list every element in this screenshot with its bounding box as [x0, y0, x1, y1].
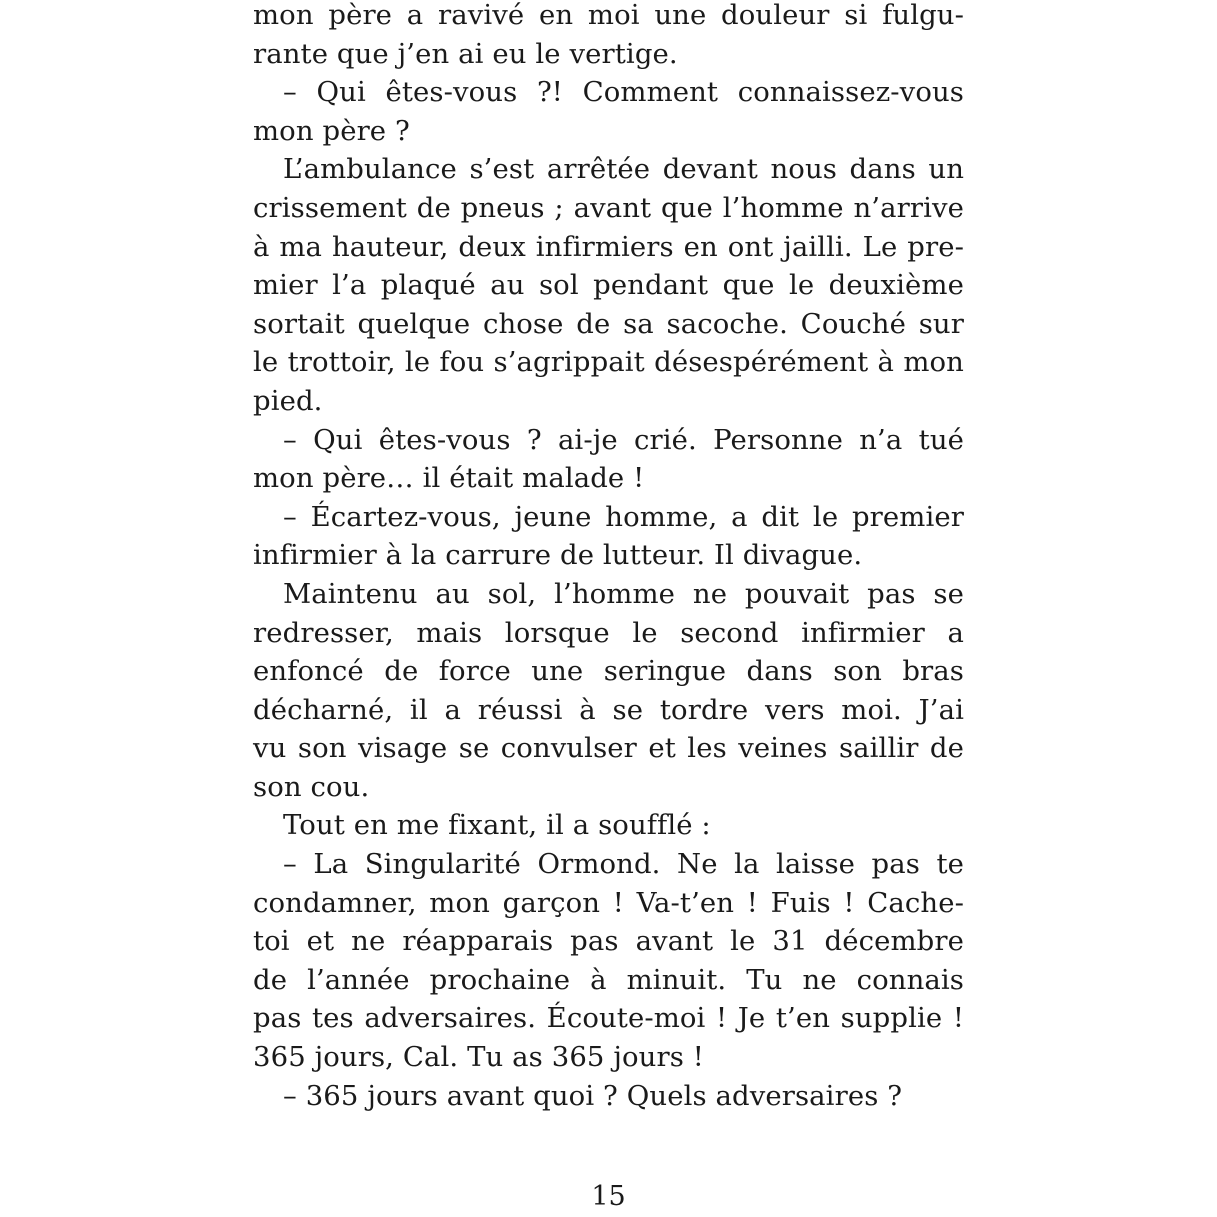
- text-line: pas tes adversaires. Écoute-moi ! Je t’en supplie !: [253, 1002, 964, 1035]
- text-line: – 365 jours avant quoi ? Quels adversaires ?: [283, 1079, 903, 1112]
- book-page: [253, 0, 964, 1217]
- text-line: redresser, mais lorsque le second infirmier a: [253, 616, 964, 649]
- text-line: Maintenu au sol, l’homme ne pouvait pas se: [283, 577, 964, 610]
- text-line: le trottoir, le fou s’agrippait désespérément à mon: [253, 346, 964, 379]
- text-line: sortait quelque chose de sa sacoche. Couché sur: [253, 307, 964, 340]
- text-line: pied.: [253, 384, 323, 417]
- text-line: – La Singularité Ormond. Ne la laisse pas te: [283, 848, 964, 881]
- text-line: mon père ?: [253, 114, 410, 147]
- text-line: toi et ne réapparais pas avant le 31 décembre: [253, 925, 964, 958]
- text-line: mon père a ravivé en moi une douleur si fulgu-: [253, 0, 964, 31]
- text-line: mier l’a plaqué au sol pendant que le deuxième: [253, 269, 964, 302]
- text-line: mon père… il était malade !: [253, 462, 645, 495]
- text-line: enfoncé de force une seringue dans son bras: [253, 655, 964, 688]
- text-line: rante que j’en ai eu le vertige.: [253, 37, 678, 70]
- text-line: crissement de pneus ; avant que l’homme n’arrive: [253, 191, 964, 224]
- text-line: – Qui êtes-vous ?! Comment connaissez-vous: [283, 76, 964, 109]
- text-line: de l’année prochaine à minuit. Tu ne connais: [253, 963, 964, 996]
- text-line: 365 jours, Cal. Tu as 365 jours !: [253, 1041, 704, 1074]
- text-line: à ma hauteur, deux infirmiers en ont jailli. Le pre-: [253, 230, 964, 263]
- text-line: décharné, il a réussi à se tordre vers moi. J’ai: [253, 693, 964, 726]
- text-line: condamner, mon garçon ! Va-t’en ! Fuis ! Cache-: [253, 886, 964, 919]
- text-line: vu son visage se convulser et les veines saillir de: [253, 732, 964, 765]
- text-line: son cou.: [253, 770, 370, 803]
- body-text: [253, 0, 964, 1115]
- text-line: Tout en me fixant, il a soufflé :: [283, 809, 711, 842]
- text-line: L’ambulance s’est arrêtée devant nous dans un: [283, 153, 964, 186]
- text-line: infirmier à la carrure de lutteur. Il divague.: [253, 539, 863, 572]
- page-number: 15: [591, 1181, 626, 1212]
- text-line: – Qui êtes-vous ? ai-je crié. Personne n’a tué: [283, 423, 964, 456]
- text-line: – Écartez-vous, jeune homme, a dit le premier: [283, 500, 964, 533]
